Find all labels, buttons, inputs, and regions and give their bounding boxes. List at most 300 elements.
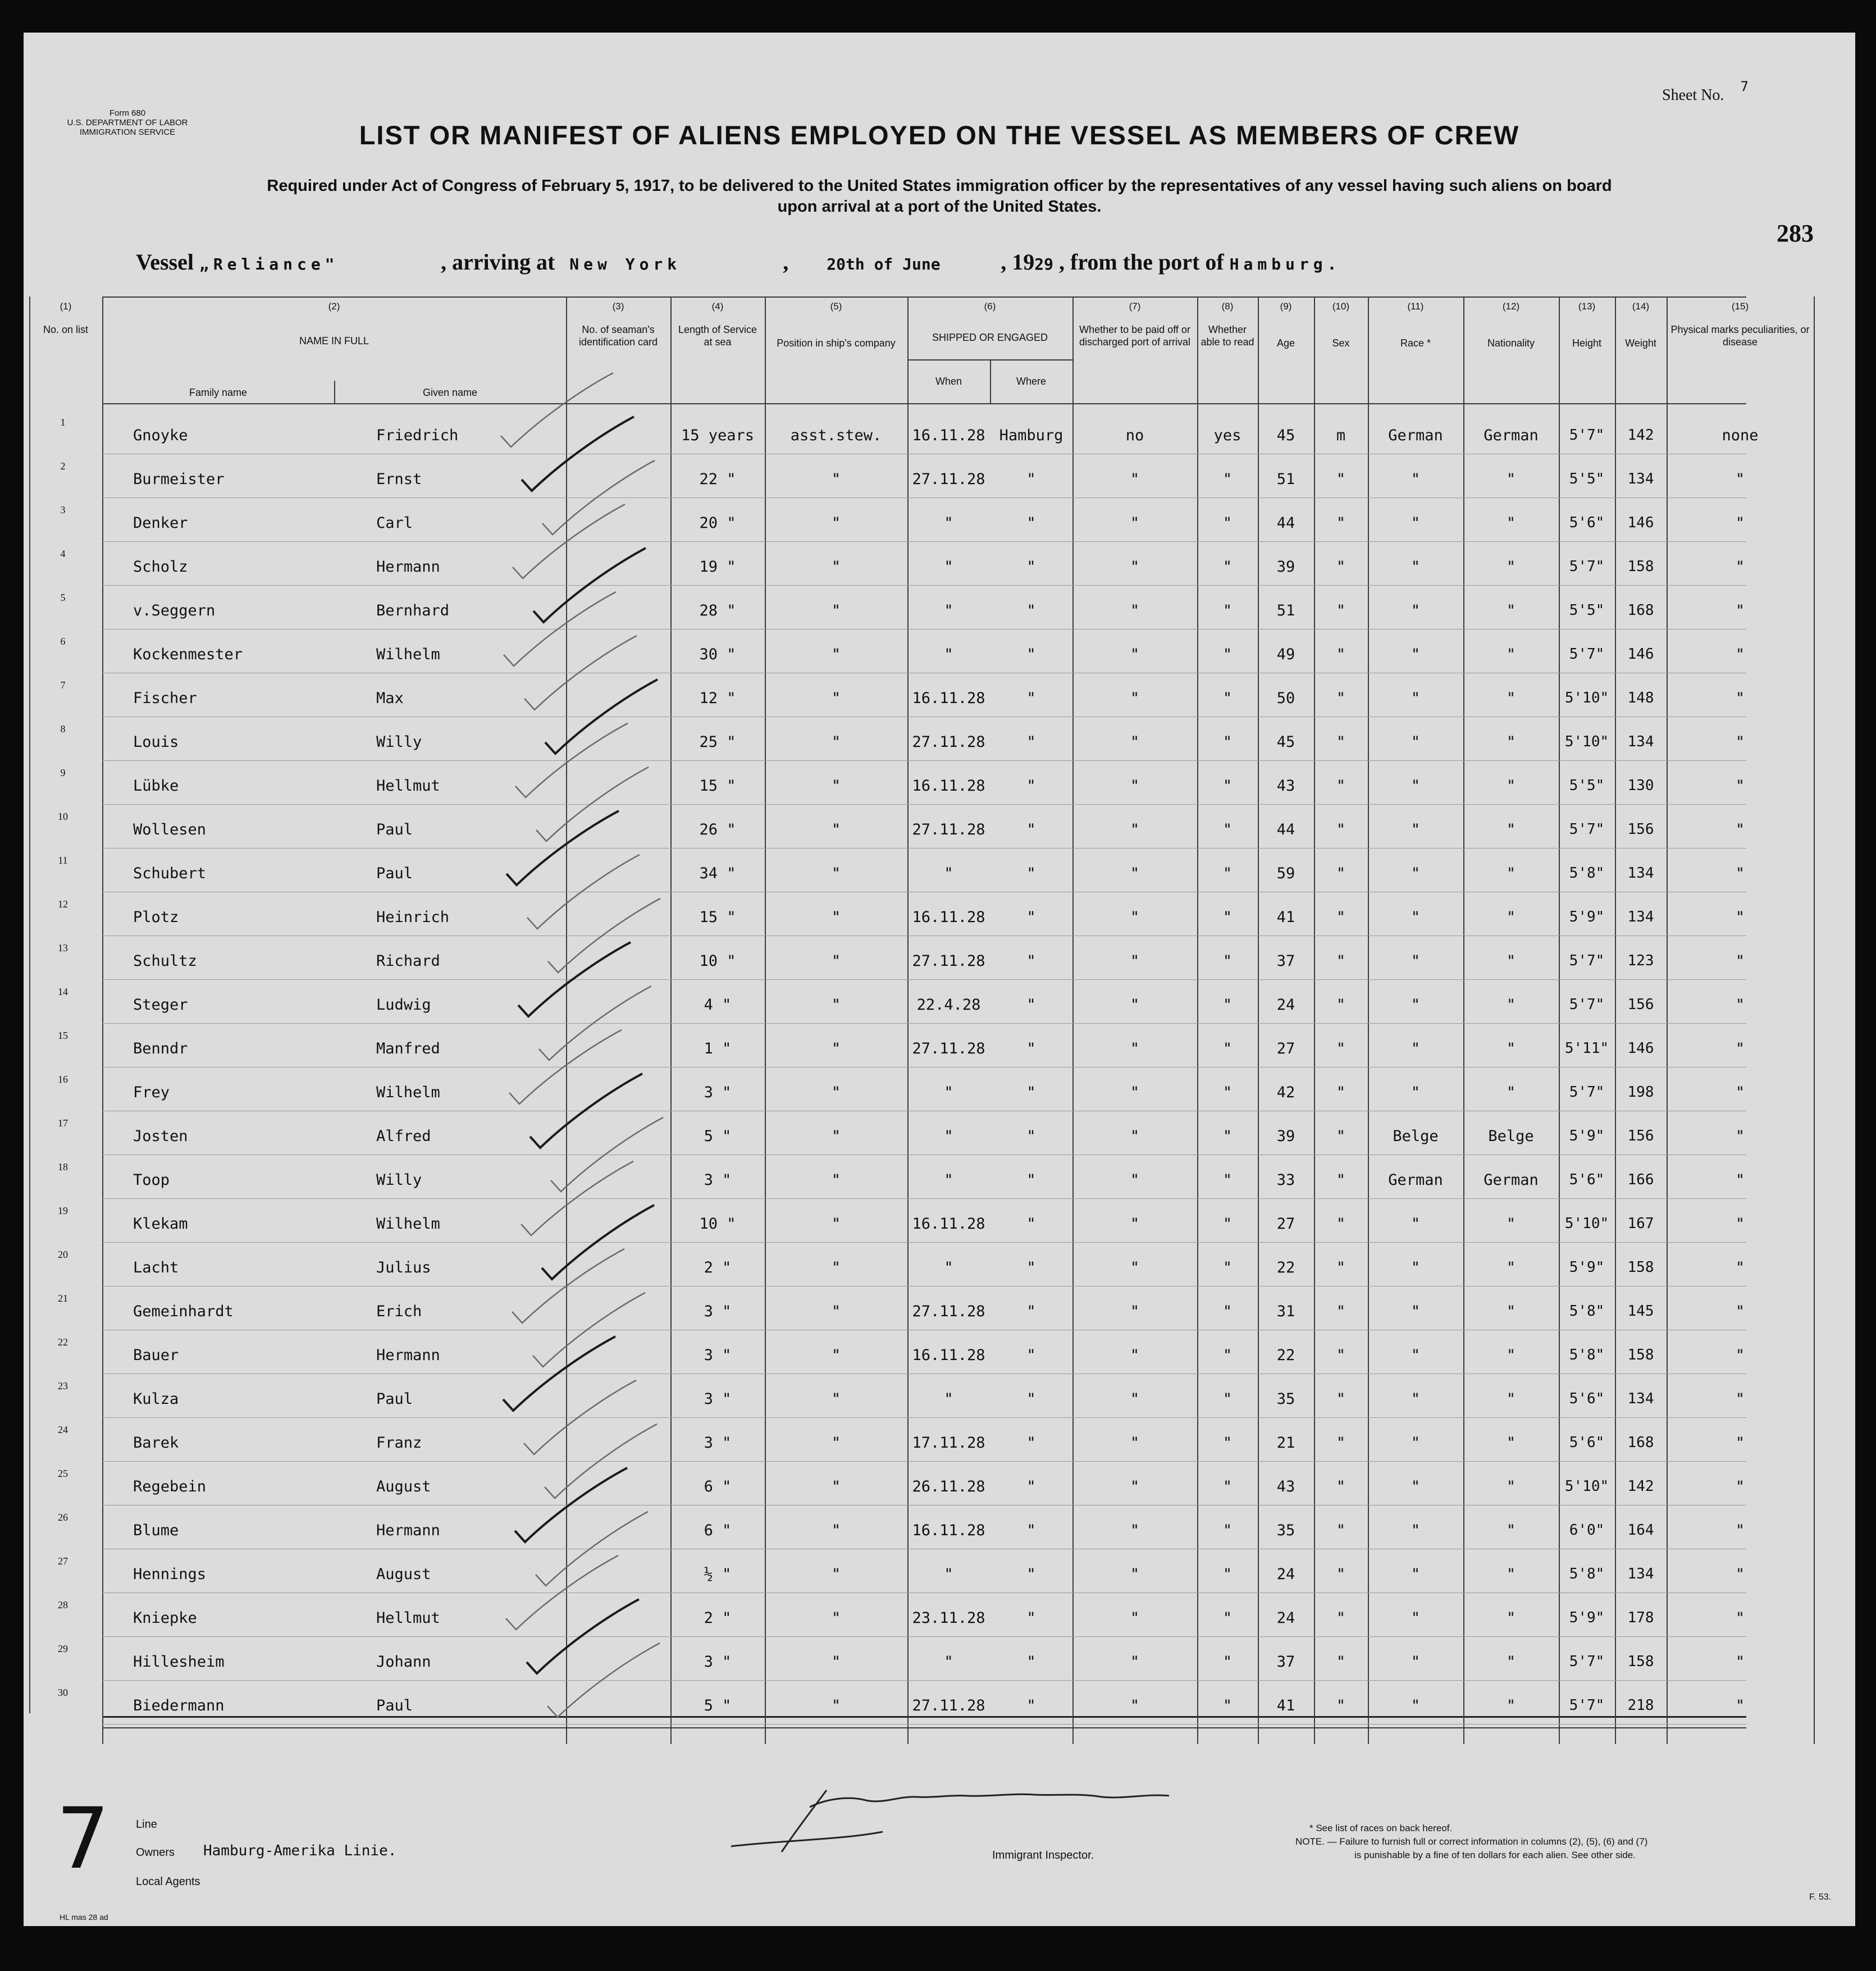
- family-name-cell: Burmeister: [133, 471, 225, 488]
- weight-cell: 130: [1627, 777, 1654, 794]
- weight-cell: 168: [1627, 602, 1654, 619]
- inspector-signature: [697, 1773, 1214, 1858]
- service-length-cell: 2 ": [704, 1259, 732, 1276]
- shipped-when-cell: 27.11.28: [912, 821, 985, 838]
- service-length-cell: 3 ": [704, 1347, 732, 1364]
- weight-cell: 156: [1627, 996, 1654, 1013]
- able-to-read-cell: ": [1222, 1259, 1233, 1276]
- nationality-cell: ": [1506, 1653, 1516, 1671]
- shipped-where-cell: ": [1026, 690, 1036, 707]
- given-name-cell: Wilhelm: [376, 646, 440, 663]
- sex-cell: m: [1336, 427, 1346, 444]
- column-number: (10): [1332, 301, 1350, 312]
- weight-cell: 142: [1627, 427, 1654, 444]
- given-name-cell: Paul: [376, 1390, 413, 1408]
- column-header: Sex: [1332, 337, 1350, 349]
- shipped-where-cell: ": [1026, 1259, 1036, 1276]
- service-length-cell: 12 ": [699, 690, 736, 707]
- column-number: (2): [328, 301, 340, 312]
- line-number: 6: [60, 636, 66, 647]
- paid-off-cell: ": [1130, 865, 1140, 882]
- crew-table: [43, 296, 1810, 1744]
- sex-cell: ": [1336, 1259, 1346, 1276]
- nationality-cell: Belge: [1488, 1128, 1534, 1145]
- department-name: U.S. DEPARTMENT OF LABOR: [67, 118, 188, 127]
- weight-cell: 134: [1627, 733, 1654, 750]
- service-length-cell: 1 ": [704, 1040, 732, 1057]
- shipped-where-cell: ": [1026, 1478, 1036, 1495]
- column-number: (7): [1129, 301, 1141, 312]
- physical-marks-cell: ": [1735, 1390, 1745, 1408]
- sex-cell: ": [1336, 1171, 1346, 1189]
- column-header: No. on list: [43, 324, 89, 335]
- check-mark-icon: [542, 1639, 671, 1723]
- position-cell: ": [831, 1128, 841, 1145]
- height-cell: 5'10": [1564, 1215, 1609, 1232]
- column-header: SHIPPED OR ENGAGED: [932, 332, 1048, 343]
- paid-off-cell: ": [1130, 1566, 1140, 1583]
- race-cell: ": [1411, 1434, 1421, 1452]
- physical-marks-cell: ": [1735, 1128, 1745, 1145]
- table-row: [60, 636, 1746, 684]
- physical-marks-cell: ": [1735, 996, 1745, 1014]
- position-cell: ": [831, 1609, 841, 1627]
- paid-off-cell: ": [1130, 1347, 1140, 1364]
- height-cell: 5'5": [1569, 777, 1605, 794]
- age-cell: 44: [1276, 821, 1295, 838]
- nationality-cell: ": [1506, 1434, 1516, 1452]
- column-number: (1): [60, 301, 72, 312]
- sex-cell: ": [1336, 1040, 1346, 1057]
- table-row: [60, 767, 1746, 815]
- column-number: (4): [711, 301, 724, 312]
- shipped-when-cell: 27.11.28: [912, 1040, 985, 1057]
- height-cell: 5'7": [1569, 646, 1605, 663]
- weight-cell: 158: [1627, 1653, 1654, 1670]
- paid-off-cell: ": [1130, 471, 1140, 488]
- race-cell: ": [1411, 1259, 1421, 1276]
- sex-cell: ": [1336, 1347, 1346, 1364]
- nationality-cell: German: [1484, 1171, 1539, 1189]
- service-length-cell: 10 ": [699, 1215, 736, 1233]
- shipped-when-cell: 27.11.28: [912, 1697, 985, 1714]
- height-cell: 5'10": [1564, 690, 1609, 706]
- shipped-when-cell: 26.11.28: [912, 1478, 985, 1495]
- sheet-label: Sheet No.: [1662, 86, 1724, 104]
- physical-marks-cell: ": [1735, 1522, 1745, 1539]
- service-length-cell: 6 ": [704, 1478, 732, 1495]
- line-number: 17: [58, 1117, 68, 1129]
- able-to-read-cell: ": [1222, 558, 1233, 576]
- column-number: (14): [1632, 301, 1650, 312]
- service-length-cell: 22 ": [699, 471, 736, 488]
- paid-off-cell: ": [1130, 1697, 1140, 1714]
- subtitle-line-2: upon arrival at a port of the United States.: [777, 198, 1102, 216]
- able-to-read-cell: ": [1222, 996, 1233, 1014]
- line-number: 15: [58, 1030, 68, 1041]
- physical-marks-cell: ": [1735, 1653, 1745, 1671]
- physical-marks-cell: none: [1722, 427, 1759, 444]
- table-row: [60, 504, 1746, 553]
- line-number: 13: [58, 942, 68, 953]
- race-cell: ": [1411, 1566, 1421, 1583]
- column-header: Whether to be paid off or discharged port of arrival: [1079, 324, 1191, 348]
- column-header: Position in ship's company: [777, 337, 896, 349]
- paid-off-cell: ": [1130, 1171, 1140, 1189]
- weight-cell: 167: [1627, 1215, 1654, 1232]
- column-header: No. of seaman's identification card: [578, 324, 658, 348]
- age-cell: 45: [1276, 733, 1295, 751]
- service-length-cell: 34 ": [699, 865, 736, 882]
- shipped-when-cell: 22.4.28: [916, 996, 981, 1014]
- race-cell: Belge: [1393, 1128, 1439, 1145]
- able-to-read-cell: ": [1222, 690, 1233, 707]
- nationality-cell: ": [1506, 733, 1516, 751]
- weight-cell: 134: [1627, 471, 1654, 487]
- penalty-note-2: is punishable by a fine of ten dollars for each alien. See other side.: [1354, 1850, 1636, 1860]
- column-header: NAME IN FULL: [299, 335, 369, 346]
- able-to-read-cell: ": [1222, 865, 1233, 882]
- nationality-cell: ": [1506, 1697, 1516, 1714]
- arriving-port: New York: [569, 255, 682, 273]
- shipped-where-cell: ": [1026, 865, 1036, 882]
- race-cell: ": [1411, 646, 1421, 663]
- paid-off-cell: ": [1130, 558, 1140, 576]
- sex-cell: ": [1336, 514, 1346, 532]
- paid-off-cell: ": [1130, 777, 1140, 795]
- position-cell: ": [831, 602, 841, 619]
- shipped-where-cell: ": [1026, 777, 1036, 795]
- position-cell: ": [831, 1478, 841, 1495]
- able-to-read-cell: ": [1222, 1522, 1233, 1539]
- nationality-cell: ": [1506, 952, 1516, 970]
- given-name-cell: Hermann: [376, 558, 440, 576]
- physical-marks-cell: ": [1735, 1434, 1745, 1452]
- race-cell: German: [1388, 427, 1443, 444]
- age-cell: 43: [1276, 777, 1295, 795]
- paid-off-cell: ": [1130, 1128, 1140, 1145]
- able-to-read-cell: ": [1222, 1215, 1233, 1233]
- weight-cell: 142: [1627, 1478, 1654, 1495]
- nationality-cell: ": [1506, 996, 1516, 1014]
- table-row: [58, 1599, 1746, 1648]
- line-label: Line: [136, 1818, 157, 1831]
- able-to-read-cell: ": [1222, 1084, 1233, 1101]
- age-cell: 41: [1276, 1697, 1295, 1714]
- vessel-label: Vessel: [136, 249, 194, 275]
- physical-marks-cell: ": [1735, 690, 1745, 707]
- service-length-cell: 6 ": [704, 1522, 732, 1539]
- service-length-cell: 15 ": [699, 909, 736, 926]
- column-header: Weight: [1625, 337, 1656, 349]
- physical-marks-cell: ": [1735, 1609, 1745, 1627]
- nationality-cell: ": [1506, 1259, 1516, 1276]
- physical-marks-cell: ": [1735, 646, 1745, 663]
- nationality-cell: ": [1506, 514, 1516, 532]
- race-cell: ": [1411, 909, 1421, 926]
- shipped-when-cell: 27.11.28: [912, 1303, 985, 1320]
- table-row: [58, 811, 1746, 859]
- physical-marks-cell: ": [1735, 777, 1745, 795]
- paid-off-cell: ": [1130, 1303, 1140, 1320]
- position-cell: ": [831, 952, 841, 970]
- shipped-when-cell: ": [944, 602, 953, 619]
- column-header: Height: [1572, 337, 1602, 349]
- service-length-cell: 15 ": [699, 777, 736, 795]
- sex-cell: ": [1336, 996, 1346, 1014]
- age-cell: 44: [1276, 514, 1295, 532]
- shipped-when-cell: 16.11.28: [912, 1522, 985, 1539]
- shipped-where-cell: ": [1026, 471, 1036, 488]
- shipped-where-cell: ": [1026, 1566, 1036, 1583]
- shipped-when-cell: ": [944, 1084, 953, 1101]
- sex-cell: ": [1336, 865, 1346, 882]
- line-number: 16: [58, 1074, 68, 1085]
- age-cell: 43: [1276, 1478, 1295, 1495]
- family-name-cell: Toop: [133, 1171, 170, 1189]
- weight-cell: 198: [1627, 1084, 1654, 1101]
- table-row: [58, 1205, 1746, 1253]
- separator-comma: ,: [783, 249, 789, 275]
- family-name-cell: Denker: [133, 514, 188, 532]
- service-length-cell: 5 ": [704, 1697, 732, 1714]
- given-name-cell: Erich: [376, 1303, 422, 1320]
- column-number: (15): [1731, 301, 1749, 312]
- service-length-cell: 3 ": [704, 1390, 732, 1408]
- family-name-cell: Hillesheim: [133, 1653, 225, 1671]
- nationality-cell: German: [1484, 427, 1539, 444]
- service-length-cell: 3 ": [704, 1084, 732, 1101]
- page-number: 283: [1777, 220, 1814, 247]
- nationality-cell: ": [1506, 646, 1516, 663]
- height-cell: 5'9": [1569, 1609, 1605, 1626]
- line-number: 3: [60, 504, 66, 515]
- service-length-cell: 28 ": [699, 602, 736, 619]
- able-to-read-cell: ": [1222, 1390, 1233, 1408]
- sex-cell: ": [1336, 690, 1346, 707]
- height-cell: 5'7": [1569, 427, 1605, 444]
- height-cell: 5'8": [1569, 1347, 1605, 1363]
- service-length-cell: 30 ": [699, 646, 736, 663]
- sex-cell: ": [1336, 733, 1346, 751]
- position-cell: ": [831, 996, 841, 1014]
- table-row: [60, 460, 1746, 509]
- print-reference: HL mas 28 ad: [60, 1913, 108, 1922]
- shipped-where-cell: ": [1026, 1215, 1036, 1233]
- column-header: Race *: [1400, 337, 1431, 349]
- age-cell: 41: [1276, 909, 1295, 926]
- physical-marks-cell: ": [1735, 821, 1745, 838]
- shipped-where-cell: ": [1026, 1128, 1036, 1145]
- shipped-when-cell: 16.11.28: [912, 427, 985, 444]
- able-to-read-cell: ": [1222, 602, 1233, 619]
- weight-cell: 146: [1627, 514, 1654, 531]
- table-row: [58, 1249, 1746, 1297]
- age-cell: 51: [1276, 471, 1295, 488]
- local-agents-label: Local Agents: [136, 1876, 200, 1888]
- family-name-cell: Plotz: [133, 909, 179, 926]
- family-name-cell: Lacht: [133, 1259, 179, 1276]
- family-name-cell: v.Seggern: [133, 602, 216, 619]
- column-header: Age: [1276, 337, 1295, 349]
- year-prefix: , 19: [1001, 249, 1035, 275]
- paid-off-cell: ": [1130, 1434, 1140, 1452]
- nationality-cell: ": [1506, 602, 1516, 619]
- table-row: [60, 723, 1746, 772]
- position-cell: ": [831, 514, 841, 532]
- age-cell: 51: [1276, 602, 1295, 619]
- age-cell: 42: [1276, 1084, 1295, 1101]
- paid-off-cell: ": [1130, 1215, 1140, 1233]
- given-name-cell: Richard: [376, 952, 440, 970]
- shipped-where-cell: ": [1026, 1390, 1036, 1408]
- vessel-line: [136, 249, 1341, 275]
- height-cell: 5'6": [1569, 1171, 1605, 1188]
- table-row: [58, 1030, 1746, 1078]
- sex-cell: ": [1336, 909, 1346, 926]
- column-number: (6): [984, 301, 996, 312]
- weight-cell: 146: [1627, 1040, 1654, 1057]
- given-name-cell: Paul: [376, 865, 413, 882]
- able-to-read-cell: ": [1222, 909, 1233, 926]
- sex-cell: ": [1336, 1128, 1346, 1145]
- physical-marks-cell: ": [1735, 1259, 1745, 1276]
- age-cell: 33: [1276, 1171, 1295, 1189]
- paid-off-cell: ": [1130, 690, 1140, 707]
- table-row: [58, 986, 1746, 1034]
- family-name-cell: Josten: [133, 1128, 188, 1145]
- line-number: 4: [60, 548, 66, 559]
- age-cell: 45: [1276, 427, 1295, 444]
- family-name-cell: Barek: [133, 1434, 179, 1452]
- paid-off-cell: no: [1125, 427, 1144, 444]
- shipped-when-cell: 27.11.28: [912, 471, 985, 488]
- able-to-read-cell: yes: [1213, 427, 1241, 444]
- service-length-cell: 4 ": [704, 996, 732, 1014]
- height-cell: 5'7": [1569, 558, 1605, 575]
- sex-cell: ": [1336, 777, 1346, 795]
- table-row: [60, 548, 1746, 596]
- column-header: Nationality: [1487, 337, 1535, 349]
- age-cell: 50: [1276, 690, 1295, 707]
- weight-cell: 123: [1627, 952, 1654, 969]
- family-name-cell: Gemeinhardt: [133, 1303, 234, 1320]
- given-name-cell: Hellmut: [376, 777, 440, 795]
- age-cell: 39: [1276, 558, 1295, 576]
- shipped-where-cell: ": [1026, 646, 1036, 663]
- given-name-cell: Max: [376, 690, 404, 707]
- line-number: 1: [60, 417, 66, 428]
- family-name-cell: Benndr: [133, 1040, 188, 1057]
- race-cell: ": [1411, 1084, 1421, 1101]
- service-length-cell: 3 ": [704, 1171, 732, 1189]
- manifest-sheet: [24, 33, 1855, 1926]
- paid-off-cell: ": [1130, 514, 1140, 532]
- weight-cell: 148: [1627, 690, 1654, 706]
- vessel-name: „Reliance": [199, 255, 339, 273]
- race-cell: ": [1411, 821, 1421, 838]
- family-name-cell: Gnoyke: [133, 427, 188, 444]
- form-number: Form 680: [109, 108, 146, 118]
- service-length-cell: 5 ": [704, 1128, 732, 1145]
- table-row: [58, 1687, 1746, 1735]
- manifest-subtitle: [24, 177, 1855, 216]
- inspector-label: Immigrant Inspector.: [992, 1849, 1094, 1862]
- shipped-where-cell: ": [1026, 1653, 1036, 1671]
- weight-cell: 168: [1627, 1434, 1654, 1451]
- height-cell: 5'7": [1569, 1653, 1605, 1670]
- service-length-cell: 19 ": [699, 558, 736, 576]
- shipped-where-cell: ": [1026, 1084, 1036, 1101]
- able-to-read-cell: ": [1222, 1040, 1233, 1057]
- able-to-read-cell: ": [1222, 1434, 1233, 1452]
- when-subheader: When: [935, 376, 962, 387]
- paid-off-cell: ": [1130, 1653, 1140, 1671]
- race-cell: ": [1411, 471, 1421, 488]
- line-number: 7: [60, 679, 66, 691]
- sex-cell: ": [1336, 471, 1346, 488]
- shipped-where-cell: ": [1026, 1040, 1036, 1057]
- nationality-cell: ": [1506, 865, 1516, 882]
- weight-cell: 134: [1627, 1390, 1654, 1407]
- given-name-cell: Paul: [376, 1697, 413, 1714]
- height-cell: 5'6": [1569, 514, 1605, 531]
- sex-cell: ": [1336, 1653, 1346, 1671]
- shipped-where-cell: ": [1026, 1347, 1036, 1364]
- arriving-label: , arriving at: [440, 249, 555, 275]
- shipped-where-cell: ": [1026, 1434, 1036, 1452]
- sex-cell: ": [1336, 1566, 1346, 1583]
- service-length-cell: ½ ": [704, 1566, 732, 1583]
- sex-cell: ": [1336, 952, 1346, 970]
- height-cell: 5'7": [1569, 1084, 1605, 1101]
- weight-cell: 158: [1627, 1347, 1654, 1363]
- table-row: [60, 592, 1746, 640]
- from-label: , from the port of: [1059, 249, 1224, 275]
- age-cell: 35: [1276, 1390, 1295, 1408]
- form-reference: F. 53.: [1809, 1892, 1832, 1902]
- able-to-read-cell: ": [1222, 1609, 1233, 1627]
- given-name-cell: Wilhelm: [376, 1215, 440, 1233]
- paid-off-cell: ": [1130, 996, 1140, 1014]
- weight-cell: 146: [1627, 646, 1654, 663]
- age-cell: 21: [1276, 1434, 1295, 1452]
- position-cell: ": [831, 1040, 841, 1057]
- service-length-cell: 3 ": [704, 1303, 732, 1320]
- given-name-subheader: Given name: [422, 387, 478, 398]
- paid-off-cell: ": [1130, 1084, 1140, 1101]
- physical-marks-cell: ": [1735, 1478, 1745, 1495]
- given-name-cell: Wilhelm: [376, 1084, 440, 1101]
- position-cell: ": [831, 471, 841, 488]
- service-length-cell: 3 ": [704, 1653, 732, 1671]
- weight-cell: 178: [1627, 1609, 1654, 1626]
- family-name-cell: Louis: [133, 733, 179, 751]
- age-cell: 24: [1276, 996, 1295, 1014]
- sex-cell: ": [1336, 1084, 1346, 1101]
- given-name-cell: Hermann: [376, 1347, 440, 1364]
- able-to-read-cell: ": [1222, 821, 1233, 838]
- line-number: 18: [58, 1161, 68, 1172]
- shipped-where-cell: ": [1026, 1609, 1036, 1627]
- shipped-where-cell: ": [1026, 952, 1036, 970]
- position-cell: ": [831, 1653, 841, 1671]
- paid-off-cell: ": [1130, 602, 1140, 619]
- family-name-cell: Hennings: [133, 1566, 207, 1583]
- able-to-read-cell: ": [1222, 1128, 1233, 1145]
- height-cell: 6'0": [1569, 1522, 1605, 1539]
- line-number: 25: [58, 1468, 68, 1479]
